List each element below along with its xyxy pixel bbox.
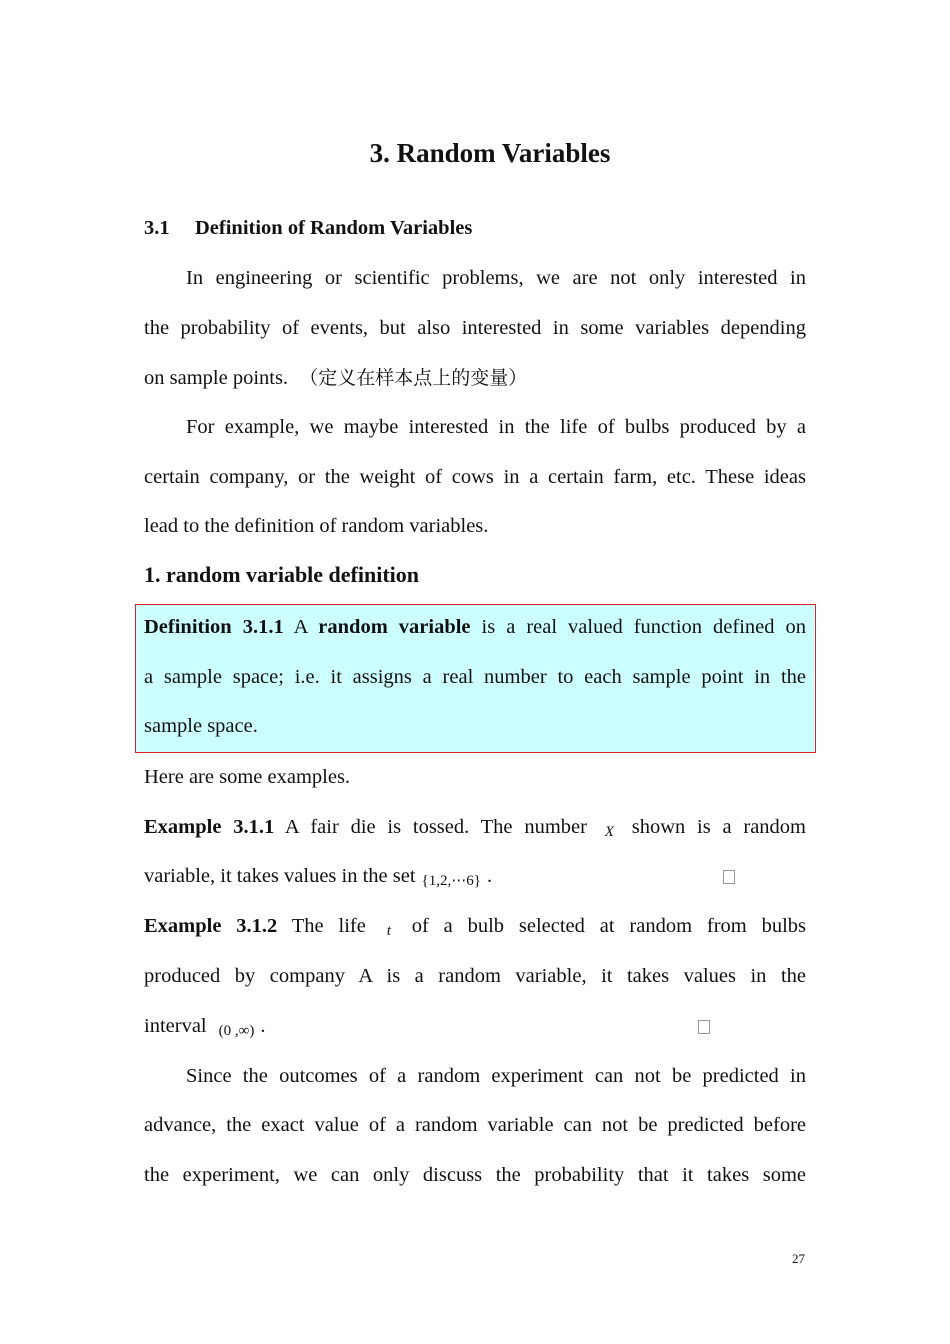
example-2-label: Example 3.1.2	[144, 915, 278, 937]
example-1-period: .	[486, 865, 493, 887]
example-1-line-2-text: variable, it takes values in the set	[144, 865, 416, 887]
example-2-line-3-text: interval	[144, 1015, 207, 1037]
example-1-label: Example 3.1.1	[144, 816, 275, 838]
section-heading	[144, 214, 472, 242]
paragraph-2-line-1: For example, we maybe interested in the life of bulbs produced by a	[186, 416, 806, 438]
example-2-text-a: The life	[291, 915, 366, 937]
definition-term: random variable	[318, 616, 471, 638]
paragraph-2-line-3: lead to the definition of random variables.	[144, 515, 489, 537]
example-2-line-1	[144, 912, 806, 942]
page-title: 3. Random Variables	[369, 138, 611, 168]
paragraph-1-line-1: In engineering or scientific problems, we are not only interested in	[186, 267, 806, 289]
section-title: Definition of Random Variables	[195, 217, 473, 239]
paragraph-1-line-3	[144, 364, 806, 392]
paragraph-3-line-1: Since the outcomes of a random experiment can not be predicted in	[186, 1065, 806, 1087]
example-1-text-a: A fair die is tossed. The number	[284, 816, 587, 838]
section-number: 3.1	[144, 217, 170, 239]
example-1-line-1	[144, 813, 806, 843]
definition-label: Definition 3.1.1	[144, 616, 284, 638]
example-2-period: .	[260, 1015, 266, 1037]
qed-box-icon	[698, 1020, 710, 1034]
definition-line-1	[144, 613, 806, 641]
example-1-variable: X	[604, 824, 614, 840]
definition-lead: A	[293, 616, 308, 638]
paragraph-3-line-2: advance, the exact value of a random variable can not be predicted before	[144, 1114, 806, 1136]
paragraph-2-line-2: certain company, or the weight of cows in a certain farm, etc. These ideas	[144, 466, 806, 488]
paragraph-3-line-3: the experiment, we can only discuss the probability that it takes some	[144, 1164, 806, 1186]
example-1-text-b: shown is a random	[631, 816, 807, 838]
paragraph-1-line-2: the probability of events, but also interested in some variables depending	[144, 317, 806, 339]
definition-line-2: a sample space; i.e. it assigns a real number to each sample point in the	[144, 666, 806, 688]
example-2-interval: (0 ,∞)	[218, 1023, 255, 1039]
paragraph-1-line-3-text: on sample points.	[144, 367, 289, 389]
example-2-line-2: produced by company A is a random variable, it takes values in the	[144, 965, 806, 987]
example-2-text-b: of a bulb selected at random from bulbs	[411, 915, 806, 937]
definition-line-3: sample space.	[144, 715, 258, 737]
page-number: 27	[792, 1251, 805, 1266]
examples-intro: Here are some examples.	[144, 766, 351, 788]
subsection-heading: 1. random variable definition	[144, 562, 420, 587]
example-1-set: {1,2,⋯6}	[421, 873, 481, 889]
example-1-line-2	[144, 862, 806, 892]
qed-box-icon	[723, 870, 735, 884]
example-2-variable: t	[386, 923, 391, 939]
definition-line-1-rest: is a real valued function defined on	[481, 616, 807, 638]
chinese-note: （定义在样本点上的变量）	[299, 367, 528, 389]
